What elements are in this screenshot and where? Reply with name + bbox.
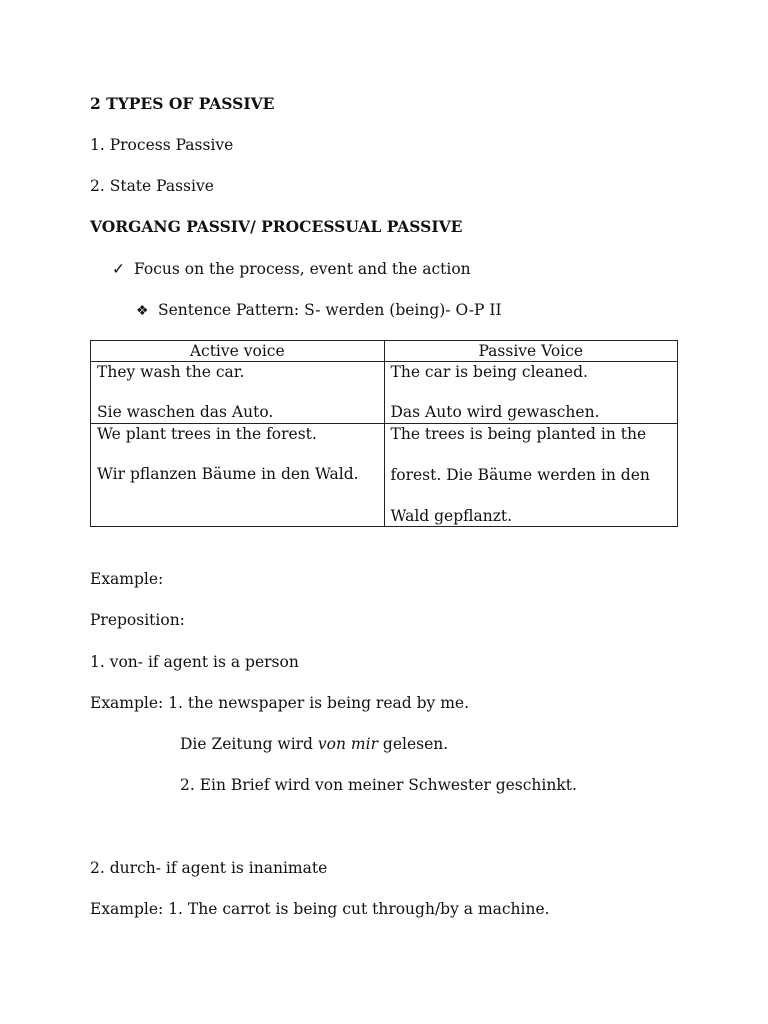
cell-spacer: [391, 382, 672, 402]
german-text: gelesen.: [377, 735, 449, 753]
passive-cell: [384, 362, 678, 424]
header-passive-voice: Passive Voice: [384, 341, 678, 362]
table-header-row: [91, 341, 678, 362]
type-item-process: 1. Process Passive: [90, 136, 234, 154]
type-item-state: 2. State Passive: [90, 177, 214, 195]
active-cell: [91, 424, 385, 527]
example-label: Example:: [90, 570, 164, 588]
german-italic-text: von mir: [317, 735, 378, 753]
cell-text: The trees is being planted in the: [390, 425, 647, 443]
cell-text: Wir pflanzen Bäume in den Wald.: [97, 465, 359, 483]
preposition-label: Preposition:: [90, 611, 185, 629]
section-title: VORGANG PASSIV/ PROCESSUAL PASSIVE: [90, 217, 463, 236]
passive-cell: [384, 424, 678, 527]
german-text: Die Zeitung wird: [180, 735, 318, 753]
active-cell: [91, 362, 385, 424]
cell-text: Sie waschen das Auto.: [97, 403, 274, 421]
von-rule: 1. von- if agent is a person: [90, 653, 299, 671]
durch-rule: 2. durch- if agent is inanimate: [90, 859, 328, 877]
cell-spacer: [97, 382, 378, 402]
check-bullet-item: [112, 259, 471, 279]
header-active-voice: Active voice: [91, 341, 385, 362]
cell-spacer: [391, 444, 672, 465]
cell-text: Wald gepflanzt.: [390, 507, 513, 525]
main-heading: 2 TYPES OF PASSIVE: [90, 94, 275, 113]
table-row: [91, 362, 678, 424]
voice-table: [90, 340, 678, 527]
cell-text: The car is being cleaned.: [390, 363, 588, 381]
von-example: Example: 1. the newspaper is being read by me.: [90, 694, 469, 712]
cell-spacer: [391, 485, 672, 506]
cell-text: forest. Die Bäume werden in den: [390, 466, 650, 484]
table-row: [91, 424, 678, 527]
check-bullet-text: Focus on the process, event and the action: [134, 260, 471, 278]
diamond-bullet-icon: ❖: [136, 303, 149, 319]
checkmark-icon: ✓: [112, 260, 125, 278]
cell-text: Das Auto wird gewaschen.: [390, 403, 600, 421]
von-example-2: 2. Ein Brief wird von meiner Schwester geschinkt.: [180, 776, 577, 794]
cell-spacer: [97, 444, 378, 464]
durch-example: Example: 1. The carrot is being cut through/by a machine.: [90, 900, 550, 918]
cell-text: They wash the car.: [97, 363, 245, 381]
cell-text: We plant trees in the forest.: [97, 425, 317, 443]
diamond-bullet-text: Sentence Pattern: S- werden (being)- O-P II: [158, 301, 502, 319]
diamond-bullet-item: [136, 300, 502, 321]
von-german-example: [180, 734, 448, 754]
